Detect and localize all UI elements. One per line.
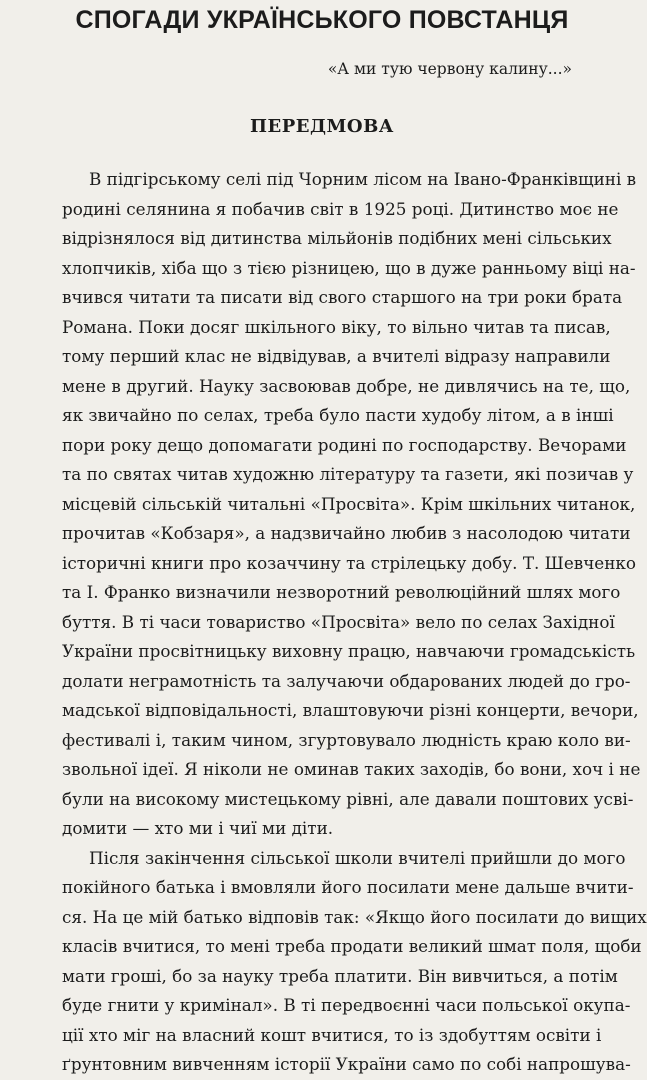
text-line: В підгірському селі під Чорним лісом на Івано-Франківщині в: [89, 169, 637, 189]
text-line: домити — хто ми і чиї ми діти.: [62, 818, 334, 838]
text-line: родині селянина я побачив світ в 1925 році. Дитинство моє не: [62, 198, 619, 219]
text-line: прочитав «Кобзаря», а надзвичайно любив з насолодою читати: [62, 523, 631, 543]
text-line: відрізнялося від дитинства мільйонів подібних мені сільських: [62, 228, 612, 248]
text-line: мене в другий. Науку засвоював добре, не дивлячись на те, що,: [62, 375, 631, 396]
text-line: фестивалі і, таким чином, згуртовувало людність краю коло ви-: [62, 729, 631, 750]
text-line: покійного батька і вмовляли його посилати мене дальше вчити-: [62, 877, 634, 897]
text-line: та по святах читав художню літературу та газети, які позичав у: [62, 464, 634, 484]
text-line: звольної ідеї. Я ніколи не оминав таких заходів, бо вони, хоч і не: [62, 759, 641, 779]
body-text: [62, 165, 647, 1080]
text-line: Після закінчення сільської школи вчителі прийшли до мого: [89, 847, 626, 868]
epigraph: «А ми тую червону калину...»: [327, 60, 572, 78]
text-line: класів вчитися, то мені треба продати великий шмат поля, щоби: [62, 936, 642, 956]
page-heading: СПОГАДИ УКРАЇНСЬКОГО ПОВСТАНЦЯ: [75, 6, 569, 34]
text-line: були на високому мистецькому рівні, але давали поштових усві-: [62, 788, 634, 809]
section-title: ПЕРЕДМОВА: [250, 116, 394, 137]
text-line: мати гроші, бо за науку треба платити. Він вивчиться, а потім: [62, 965, 618, 986]
text-line: та І. Франко визначили незворотний революційний шлях мого: [62, 582, 621, 602]
text-line: буття. В ті часи товариство «Просвіта» вело по селах Західної: [62, 611, 615, 632]
text-line: мадської відповідальності, влаштовуючи різні концерти, вечори,: [62, 700, 639, 720]
text-line: історичні книги про козаччину та стрілецьку добу. Т. Шевченко: [62, 552, 637, 573]
text-line: хлопчиків, хіба що з тією різницею, що в дуже ранньому віці на-: [62, 257, 636, 278]
text-line: України просвітницьку виховну працю, навчаючи громадськість: [62, 641, 636, 661]
text-line: вчився читати та писати від свого старшого на три роки брата: [62, 287, 623, 307]
text-line: ції хто міг на власний кошт вчитися, то із здобуттям освіти і: [62, 1024, 602, 1045]
text-line: Романа. Поки досяг шкільного віку, то вільно читав та писав,: [62, 316, 611, 337]
text-line: місцевій сільській читальні «Просвіта». Крім шкільних читанок,: [62, 493, 636, 514]
text-line: долати неграмотність та залучаючи обдарованих людей до гро-: [62, 670, 631, 691]
text-line: тому перший клас не відвідував, а вчителі відразу направили: [62, 346, 611, 366]
text-line: як звичайно по селах, треба було пасти худобу літом, а в інші: [62, 405, 614, 425]
text-line: ґрунтовним вивченням історії України само по собі напрошува-: [62, 1054, 631, 1074]
text-line: буде гнити у кримінал». В ті передвоєнні часи польської окупа-: [62, 995, 631, 1015]
text-line: ся. На це мій батько відповів так: «Якщо його посилати до вищих: [62, 906, 647, 927]
text-line: пори року дещо допомагати родині по господарству. Вечорами: [62, 434, 627, 455]
